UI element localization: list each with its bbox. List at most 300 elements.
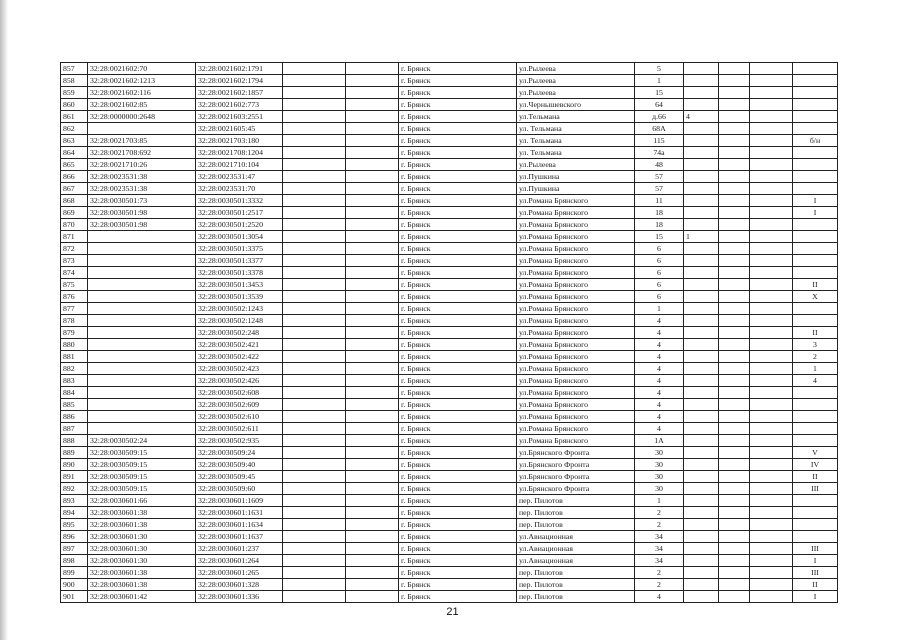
premises-number-cell <box>793 63 838 75</box>
row-number-cell: 901 <box>61 591 88 603</box>
empty-cell <box>719 579 750 591</box>
house-number-cell: 11 <box>635 195 684 207</box>
building-number-cell <box>684 315 719 327</box>
table-row <box>61 219 838 231</box>
land-cadastral-number-cell: 32:28:0030509:15 <box>88 459 196 471</box>
premises-number-cell <box>793 507 838 519</box>
city-cell: г. Брянск <box>399 543 517 555</box>
premises-number-cell: 3 <box>793 339 838 351</box>
city-cell: г. Брянск <box>399 531 517 543</box>
empty-cell <box>750 99 793 111</box>
empty-cell <box>283 183 346 195</box>
row-number-cell: 866 <box>61 171 88 183</box>
city-cell: г. Брянск <box>399 231 517 243</box>
building-number-cell <box>684 495 719 507</box>
table-row <box>61 303 838 315</box>
row-number-cell: 898 <box>61 555 88 567</box>
empty-cell <box>750 423 793 435</box>
empty-cell <box>346 591 399 603</box>
empty-cell <box>750 243 793 255</box>
row-number-cell: 896 <box>61 531 88 543</box>
empty-cell <box>750 183 793 195</box>
empty-cell <box>750 75 793 87</box>
premises-number-cell <box>793 387 838 399</box>
scan-edge-shadow <box>0 0 8 640</box>
city-cell: г. Брянск <box>399 183 517 195</box>
empty-cell <box>719 567 750 579</box>
empty-cell <box>750 195 793 207</box>
building-cadastral-number-cell: 32:28:0030502:610 <box>196 411 283 423</box>
building-cadastral-number-cell: 32:28:0030502:1243 <box>196 303 283 315</box>
empty-cell <box>283 111 346 123</box>
empty-cell <box>283 87 346 99</box>
table-row <box>61 159 838 171</box>
building-number-cell <box>684 459 719 471</box>
land-cadastral-number-cell: 32:28:0021602:70 <box>88 63 196 75</box>
empty-cell <box>346 147 399 159</box>
building-number-cell <box>684 567 719 579</box>
empty-cell <box>719 255 750 267</box>
house-number-cell: 57 <box>635 171 684 183</box>
building-cadastral-number-cell: 32:28:0021710:104 <box>196 159 283 171</box>
house-number-cell: 4 <box>635 327 684 339</box>
building-number-cell <box>684 171 719 183</box>
city-cell: г. Брянск <box>399 579 517 591</box>
house-number-cell: 115 <box>635 135 684 147</box>
land-cadastral-number-cell: 32:28:0030601:42 <box>88 591 196 603</box>
table-row <box>61 75 838 87</box>
land-cadastral-number-cell: 32:28:0021710:26 <box>88 159 196 171</box>
empty-cell <box>346 507 399 519</box>
house-number-cell: 4 <box>635 423 684 435</box>
empty-cell <box>750 435 793 447</box>
table-row <box>61 195 838 207</box>
row-number-cell: 889 <box>61 447 88 459</box>
building-cadastral-number-cell: 32:28:0030601:1631 <box>196 507 283 519</box>
city-cell: г. Брянск <box>399 591 517 603</box>
table-row <box>61 411 838 423</box>
table-row <box>61 171 838 183</box>
building-number-cell <box>684 375 719 387</box>
empty-cell <box>750 159 793 171</box>
building-cadastral-number-cell: 32:28:0030502:422 <box>196 351 283 363</box>
building-cadastral-number-cell: 32:28:0030509:60 <box>196 483 283 495</box>
empty-cell <box>346 387 399 399</box>
house-number-cell: 15 <box>635 87 684 99</box>
empty-cell <box>750 123 793 135</box>
empty-cell <box>750 567 793 579</box>
street-cell: ул.Романа Брянского <box>517 351 635 363</box>
empty-cell <box>750 387 793 399</box>
table-row <box>61 243 838 255</box>
land-cadastral-number-cell: 32:28:0030601:30 <box>88 531 196 543</box>
empty-cell <box>719 267 750 279</box>
empty-cell <box>283 363 346 375</box>
empty-cell <box>750 555 793 567</box>
empty-cell <box>283 147 346 159</box>
empty-cell <box>750 471 793 483</box>
building-cadastral-number-cell: 32:28:0030601:264 <box>196 555 283 567</box>
premises-number-cell: 2 <box>793 351 838 363</box>
table-row <box>61 459 838 471</box>
building-cadastral-number-cell: 32:28:0021708:1204 <box>196 147 283 159</box>
building-number-cell <box>684 531 719 543</box>
empty-cell <box>719 339 750 351</box>
street-cell: ул. Тельмана <box>517 147 635 159</box>
empty-cell <box>719 63 750 75</box>
row-number-cell: 885 <box>61 399 88 411</box>
empty-cell <box>283 459 346 471</box>
empty-cell <box>719 219 750 231</box>
house-number-cell: 74а <box>635 147 684 159</box>
land-cadastral-number-cell <box>88 303 196 315</box>
empty-cell <box>283 483 346 495</box>
empty-cell <box>346 255 399 267</box>
empty-cell <box>346 339 399 351</box>
empty-cell <box>750 543 793 555</box>
premises-number-cell <box>793 183 838 195</box>
street-cell: ул.Романа Брянского <box>517 363 635 375</box>
empty-cell <box>346 375 399 387</box>
land-cadastral-number-cell: 32:28:0030502:24 <box>88 435 196 447</box>
city-cell: г. Брянск <box>399 171 517 183</box>
building-number-cell <box>684 555 719 567</box>
empty-cell <box>346 579 399 591</box>
house-number-cell: 4 <box>635 339 684 351</box>
empty-cell <box>283 555 346 567</box>
empty-cell <box>750 459 793 471</box>
empty-cell <box>283 435 346 447</box>
empty-cell <box>719 459 750 471</box>
empty-cell <box>750 315 793 327</box>
empty-cell <box>750 63 793 75</box>
table-row <box>61 435 838 447</box>
empty-cell <box>283 291 346 303</box>
empty-cell <box>346 471 399 483</box>
house-number-cell: 6 <box>635 255 684 267</box>
land-cadastral-number-cell <box>88 327 196 339</box>
row-number-cell: 900 <box>61 579 88 591</box>
street-cell: пер. Пилотов <box>517 591 635 603</box>
empty-cell <box>719 507 750 519</box>
building-cadastral-number-cell: 32:28:0030501:2520 <box>196 219 283 231</box>
empty-cell <box>283 195 346 207</box>
empty-cell <box>750 531 793 543</box>
premises-number-cell: III <box>793 543 838 555</box>
empty-cell <box>750 147 793 159</box>
building-cadastral-number-cell: 32:28:0030501:3539 <box>196 291 283 303</box>
empty-cell <box>750 375 793 387</box>
empty-cell <box>346 423 399 435</box>
city-cell: г. Брянск <box>399 207 517 219</box>
house-number-cell: 4 <box>635 411 684 423</box>
house-number-cell: 18 <box>635 207 684 219</box>
table-row <box>61 207 838 219</box>
row-number-cell: 858 <box>61 75 88 87</box>
building-number-cell <box>684 195 719 207</box>
house-number-cell: 2 <box>635 519 684 531</box>
street-cell: ул.Романа Брянского <box>517 411 635 423</box>
street-cell: ул.Романа Брянского <box>517 399 635 411</box>
building-cadastral-number-cell: 32:28:0021603:2551 <box>196 111 283 123</box>
street-cell: ул.Романа Брянского <box>517 231 635 243</box>
empty-cell <box>346 123 399 135</box>
house-number-cell: 57 <box>635 183 684 195</box>
city-cell: г. Брянск <box>399 135 517 147</box>
empty-cell <box>750 519 793 531</box>
empty-cell <box>283 411 346 423</box>
building-cadastral-number-cell: 32:28:0030509:40 <box>196 459 283 471</box>
row-number-cell: 861 <box>61 111 88 123</box>
building-number-cell <box>684 63 719 75</box>
row-number-cell: 894 <box>61 507 88 519</box>
house-number-cell: 2 <box>635 507 684 519</box>
street-cell: ул.Брянского Фронта <box>517 459 635 471</box>
street-cell: ул.Брянского Фронта <box>517 447 635 459</box>
building-number-cell <box>684 447 719 459</box>
land-cadastral-number-cell <box>88 291 196 303</box>
empty-cell <box>719 435 750 447</box>
city-cell: г. Брянск <box>399 255 517 267</box>
city-cell: г. Брянск <box>399 387 517 399</box>
land-cadastral-number-cell <box>88 231 196 243</box>
premises-number-cell: I <box>793 591 838 603</box>
building-number-cell <box>684 483 719 495</box>
city-cell: г. Брянск <box>399 351 517 363</box>
street-cell: ул.Романа Брянского <box>517 219 635 231</box>
empty-cell <box>346 75 399 87</box>
table-row <box>61 555 838 567</box>
row-number-cell: 872 <box>61 243 88 255</box>
building-number-cell <box>684 207 719 219</box>
empty-cell <box>719 531 750 543</box>
empty-cell <box>283 327 346 339</box>
row-number-cell: 876 <box>61 291 88 303</box>
building-cadastral-number-cell: 32:28:0030502:421 <box>196 339 283 351</box>
city-cell: г. Брянск <box>399 99 517 111</box>
empty-cell <box>719 207 750 219</box>
street-cell: ул.Романа Брянского <box>517 423 635 435</box>
city-cell: г. Брянск <box>399 159 517 171</box>
land-cadastral-number-cell: 32:28:0021602:85 <box>88 99 196 111</box>
building-cadastral-number-cell: 32:28:0021602:1794 <box>196 75 283 87</box>
empty-cell <box>719 315 750 327</box>
row-number-cell: 899 <box>61 567 88 579</box>
table-row <box>61 579 838 591</box>
street-cell: ул.Брянского Фронта <box>517 471 635 483</box>
building-cadastral-number-cell: 32:28:0030502:609 <box>196 399 283 411</box>
building-cadastral-number-cell: 32:28:0030502:935 <box>196 435 283 447</box>
land-cadastral-number-cell <box>88 411 196 423</box>
building-number-cell <box>684 363 719 375</box>
empty-cell <box>346 231 399 243</box>
building-cadastral-number-cell: 32:28:0021605:45 <box>196 123 283 135</box>
empty-cell <box>283 231 346 243</box>
house-number-cell: 48 <box>635 159 684 171</box>
empty-cell <box>719 411 750 423</box>
building-number-cell <box>684 591 719 603</box>
premises-number-cell <box>793 123 838 135</box>
empty-cell <box>719 447 750 459</box>
premises-number-cell: б/н <box>793 135 838 147</box>
building-cadastral-number-cell: 32:28:0021602:1791 <box>196 63 283 75</box>
building-cadastral-number-cell: 32:28:0021602:773 <box>196 99 283 111</box>
land-cadastral-number-cell: 32:28:0030601:30 <box>88 555 196 567</box>
premises-number-cell <box>793 531 838 543</box>
building-number-cell <box>684 351 719 363</box>
empty-cell <box>283 303 346 315</box>
city-cell: г. Брянск <box>399 363 517 375</box>
row-number-cell: 877 <box>61 303 88 315</box>
row-number-cell: 890 <box>61 459 88 471</box>
empty-cell <box>346 207 399 219</box>
building-number-cell <box>684 303 719 315</box>
empty-cell <box>719 183 750 195</box>
city-cell: г. Брянск <box>399 123 517 135</box>
empty-cell <box>719 471 750 483</box>
street-cell: ул.Романа Брянского <box>517 315 635 327</box>
empty-cell <box>346 267 399 279</box>
city-cell: г. Брянск <box>399 267 517 279</box>
empty-cell <box>750 207 793 219</box>
empty-cell <box>346 543 399 555</box>
table-row <box>61 315 838 327</box>
table-row <box>61 471 838 483</box>
city-cell: г. Брянск <box>399 555 517 567</box>
empty-cell <box>719 87 750 99</box>
house-number-cell: 1 <box>635 303 684 315</box>
row-number-cell: 880 <box>61 339 88 351</box>
table-row <box>61 567 838 579</box>
empty-cell <box>283 207 346 219</box>
building-cadastral-number-cell: 32:28:0030502:426 <box>196 375 283 387</box>
land-cadastral-number-cell: 32:28:0030509:15 <box>88 471 196 483</box>
empty-cell <box>750 363 793 375</box>
building-number-cell <box>684 135 719 147</box>
empty-cell <box>750 219 793 231</box>
row-number-cell: 892 <box>61 483 88 495</box>
table-row <box>61 231 838 243</box>
building-cadastral-number-cell: 32:28:0030601:265 <box>196 567 283 579</box>
land-cadastral-number-cell <box>88 363 196 375</box>
empty-cell <box>750 171 793 183</box>
house-number-cell: 4 <box>635 375 684 387</box>
empty-cell <box>283 375 346 387</box>
city-cell: г. Брянск <box>399 411 517 423</box>
empty-cell <box>346 135 399 147</box>
table-row <box>61 255 838 267</box>
building-number-cell: 1 <box>684 231 719 243</box>
city-cell: г. Брянск <box>399 339 517 351</box>
empty-cell <box>283 243 346 255</box>
premises-number-cell: 1 <box>793 363 838 375</box>
street-cell: ул.Пушкина <box>517 183 635 195</box>
row-number-cell: 857 <box>61 63 88 75</box>
row-number-cell: 881 <box>61 351 88 363</box>
empty-cell <box>283 447 346 459</box>
empty-cell <box>346 171 399 183</box>
empty-cell <box>750 579 793 591</box>
empty-cell <box>719 147 750 159</box>
empty-cell <box>346 495 399 507</box>
empty-cell <box>346 243 399 255</box>
table-row <box>61 507 838 519</box>
table-row <box>61 135 838 147</box>
house-number-cell: 5 <box>635 63 684 75</box>
empty-cell <box>283 63 346 75</box>
street-cell: пер. Пилотов <box>517 567 635 579</box>
building-number-cell <box>684 543 719 555</box>
street-cell: ул.Романа Брянского <box>517 255 635 267</box>
city-cell: г. Брянск <box>399 87 517 99</box>
land-cadastral-number-cell <box>88 399 196 411</box>
building-cadastral-number-cell: 32:28:0021602:1857 <box>196 87 283 99</box>
house-number-cell: 4 <box>635 315 684 327</box>
city-cell: г. Брянск <box>399 315 517 327</box>
premises-number-cell: II <box>793 279 838 291</box>
table-row <box>61 351 838 363</box>
city-cell: г. Брянск <box>399 243 517 255</box>
building-number-cell <box>684 243 719 255</box>
empty-cell <box>750 591 793 603</box>
land-cadastral-number-cell <box>88 123 196 135</box>
row-number-cell: 888 <box>61 435 88 447</box>
land-cadastral-number-cell <box>88 351 196 363</box>
house-number-cell: 30 <box>635 459 684 471</box>
empty-cell <box>719 399 750 411</box>
table-row <box>61 99 838 111</box>
building-cadastral-number-cell: 32:28:0030601:328 <box>196 579 283 591</box>
land-cadastral-number-cell: 32:28:0030601:38 <box>88 579 196 591</box>
empty-cell <box>283 219 346 231</box>
city-cell: г. Брянск <box>399 63 517 75</box>
empty-cell <box>283 339 346 351</box>
row-number-cell: 897 <box>61 543 88 555</box>
building-number-cell <box>684 291 719 303</box>
empty-cell <box>750 303 793 315</box>
land-cadastral-number-cell: 32:28:0023531:38 <box>88 183 196 195</box>
row-number-cell: 875 <box>61 279 88 291</box>
premises-number-cell <box>793 99 838 111</box>
empty-cell <box>346 411 399 423</box>
empty-cell <box>750 339 793 351</box>
house-number-cell: 6 <box>635 291 684 303</box>
premises-number-cell <box>793 147 838 159</box>
land-cadastral-number-cell: 32:28:0030501:98 <box>88 207 196 219</box>
row-number-cell: 862 <box>61 123 88 135</box>
empty-cell <box>719 243 750 255</box>
street-cell: пер. Пилотов <box>517 579 635 591</box>
table-row <box>61 531 838 543</box>
house-number-cell: 6 <box>635 243 684 255</box>
row-number-cell: 884 <box>61 387 88 399</box>
land-cadastral-number-cell: 32:28:0021602:116 <box>88 87 196 99</box>
street-cell: ул.Романа Брянского <box>517 435 635 447</box>
registry-table-body <box>61 63 838 603</box>
city-cell: г. Брянск <box>399 111 517 123</box>
building-number-cell <box>684 471 719 483</box>
city-cell: г. Брянск <box>399 147 517 159</box>
empty-cell <box>719 291 750 303</box>
building-number-cell <box>684 411 719 423</box>
house-number-cell: 6 <box>635 267 684 279</box>
premises-number-cell <box>793 423 838 435</box>
house-number-cell: 68А <box>635 123 684 135</box>
empty-cell <box>283 279 346 291</box>
building-cadastral-number-cell: 32:28:0021703:180 <box>196 135 283 147</box>
empty-cell <box>283 387 346 399</box>
house-number-cell: 30 <box>635 483 684 495</box>
